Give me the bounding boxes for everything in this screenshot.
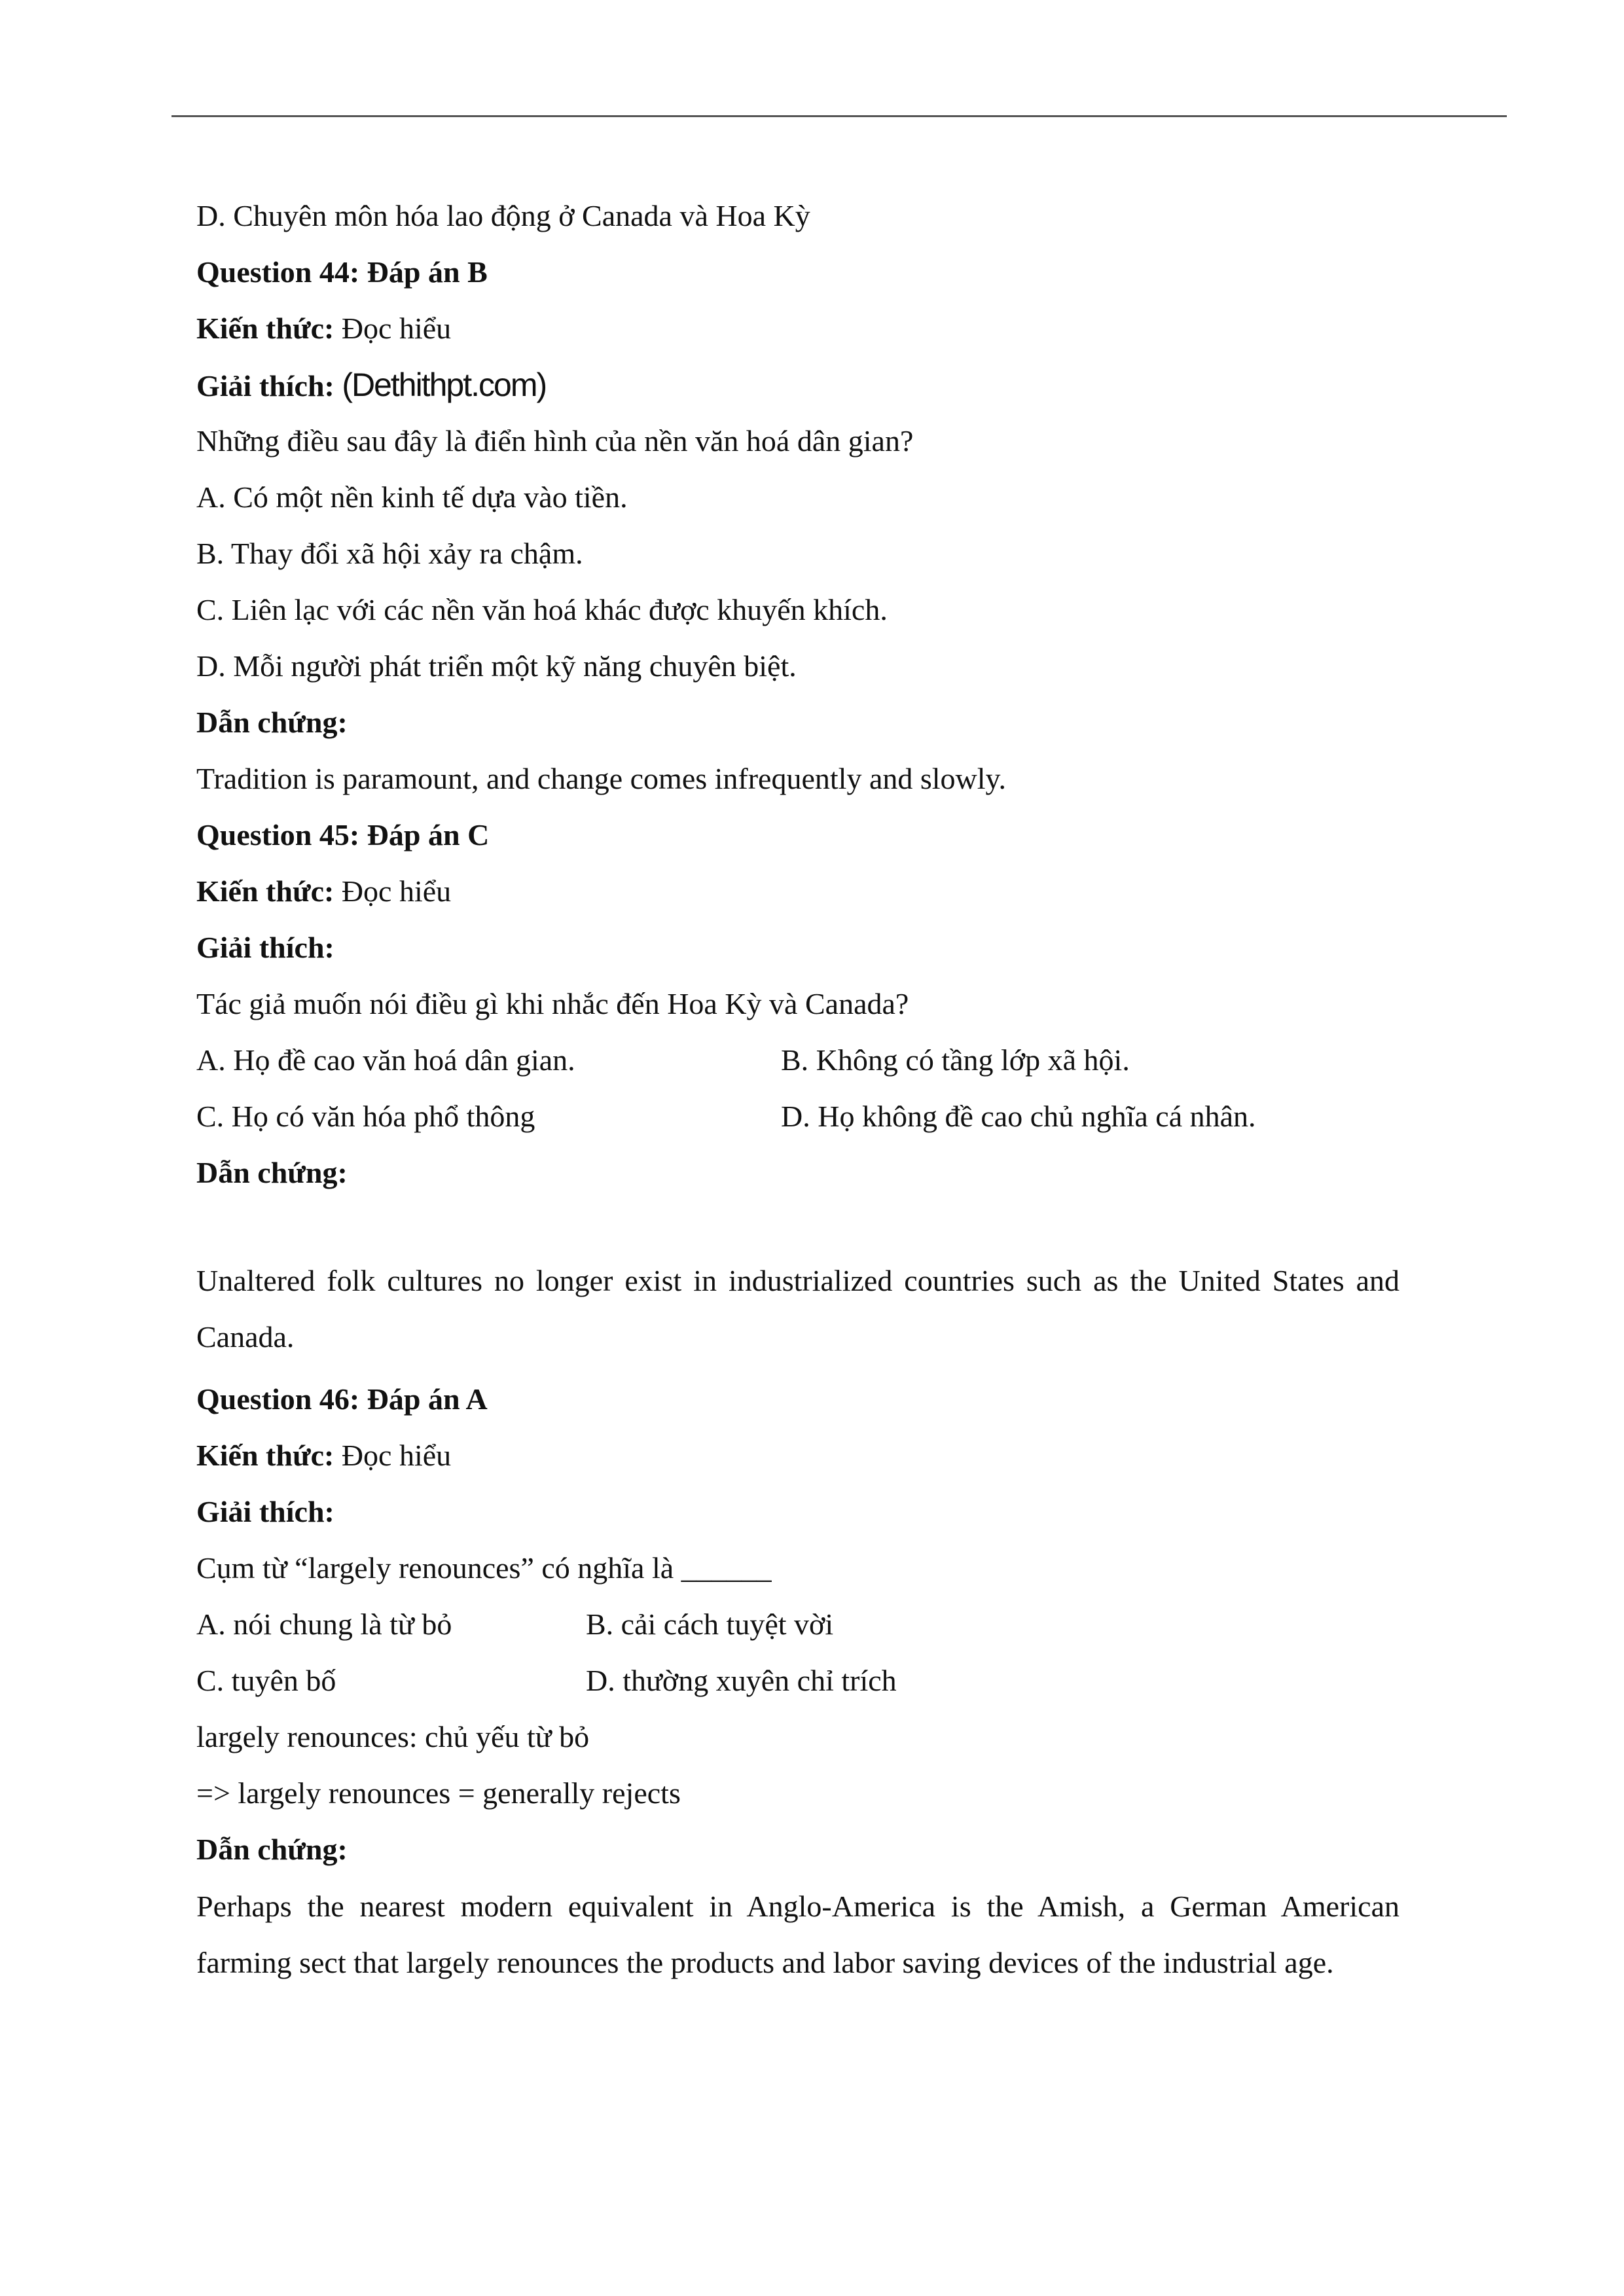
q44-option-c: C. Liên lạc với các nền văn hoá khác được khuyến khích. <box>196 593 888 626</box>
q46-option-a: A. nói chung là từ bỏ <box>196 1607 452 1641</box>
q45-knowledge-value: Đọc hiểu <box>334 874 452 908</box>
q46-question: Cụm từ “largely renounces” có nghĩa là ______ <box>196 1551 772 1585</box>
q44-option-a: A. Có một nền kinh tế dựa vào tiền. <box>196 480 628 514</box>
q44-title: Question 44: Đáp án B <box>196 255 488 289</box>
q44-evidence: Tradition is paramount, and change comes infrequently and slowly. <box>196 762 1007 795</box>
q46-knowledge-value: Đọc hiểu <box>334 1439 452 1472</box>
q44-question: Những điều sau đây là điển hình của nền văn hoá dân gian? <box>196 424 914 457</box>
q44-knowledge <box>196 310 451 347</box>
q46-evidence: Perhaps the nearest modern equivalent in Anglo-America is the Amish, a German American farming sect that largely renounces the products and labor saving devices of the industrial age. <box>196 1890 1399 1979</box>
q46-knowledge-label: Kiến thức: <box>196 1439 334 1472</box>
q44-option-d: D. Mỗi người phát triển một kỹ năng chuyên biệt. <box>196 649 797 683</box>
q46-evidence-label: Dẫn chứng: <box>196 1833 348 1866</box>
q45-explanation-label: Giải thích: <box>196 931 334 964</box>
q46-note-2: => largely renounces = generally rejects <box>196 1776 681 1810</box>
q45-question: Tác giả muốn nói điều gì khi nhắc đến Hoa Kỳ và Canada? <box>196 987 909 1020</box>
q46-knowledge <box>196 1437 451 1474</box>
q45-evidence: Unaltered folk cultures no longer exist in industrialized countries such as the United States and Canada. <box>196 1264 1399 1354</box>
q46-option-b: B. cải cách tuyệt vời <box>586 1607 834 1641</box>
header-rule <box>171 115 1507 117</box>
q45-evidence-label: Dẫn chứng: <box>196 1156 348 1189</box>
watermark-text: (Dethithpt.com) <box>342 367 547 403</box>
q46-option-c: C. tuyên bố <box>196 1664 336 1697</box>
q45-option-d: D. Họ không đề cao chủ nghĩa cá nhân. <box>781 1100 1256 1133</box>
q45-knowledge-label: Kiến thức: <box>196 874 334 908</box>
q44-knowledge-label: Kiến thức: <box>196 312 334 345</box>
q45-knowledge <box>196 873 451 910</box>
q46-title: Question 46: Đáp án A <box>196 1382 488 1416</box>
q46-note-1: largely renounces: chủ yếu từ bỏ <box>196 1720 590 1753</box>
q44-explanation <box>196 367 546 404</box>
q44-knowledge-value: Đọc hiểu <box>334 312 452 345</box>
q44-explanation-label: Giải thích: <box>196 369 334 403</box>
q45-option-a: A. Họ đề cao văn hoá dân gian. <box>196 1043 575 1077</box>
q45-option-c: C. Họ có văn hóa phổ thông <box>196 1100 535 1133</box>
q46-explanation-label: Giải thích: <box>196 1495 334 1528</box>
q44-evidence-label: Dẫn chứng: <box>196 706 348 739</box>
q43-option-d: D. Chuyên môn hóa lao động ở Canada và Hoa Kỳ <box>196 199 810 232</box>
q46-option-d: D. thường xuyên chỉ trích <box>586 1664 897 1697</box>
q45-title: Question 45: Đáp án C <box>196 818 490 852</box>
q44-option-b: B. Thay đổi xã hội xảy ra chậm. <box>196 537 583 570</box>
q45-option-b: B. Không có tầng lớp xã hội. <box>781 1043 1130 1077</box>
